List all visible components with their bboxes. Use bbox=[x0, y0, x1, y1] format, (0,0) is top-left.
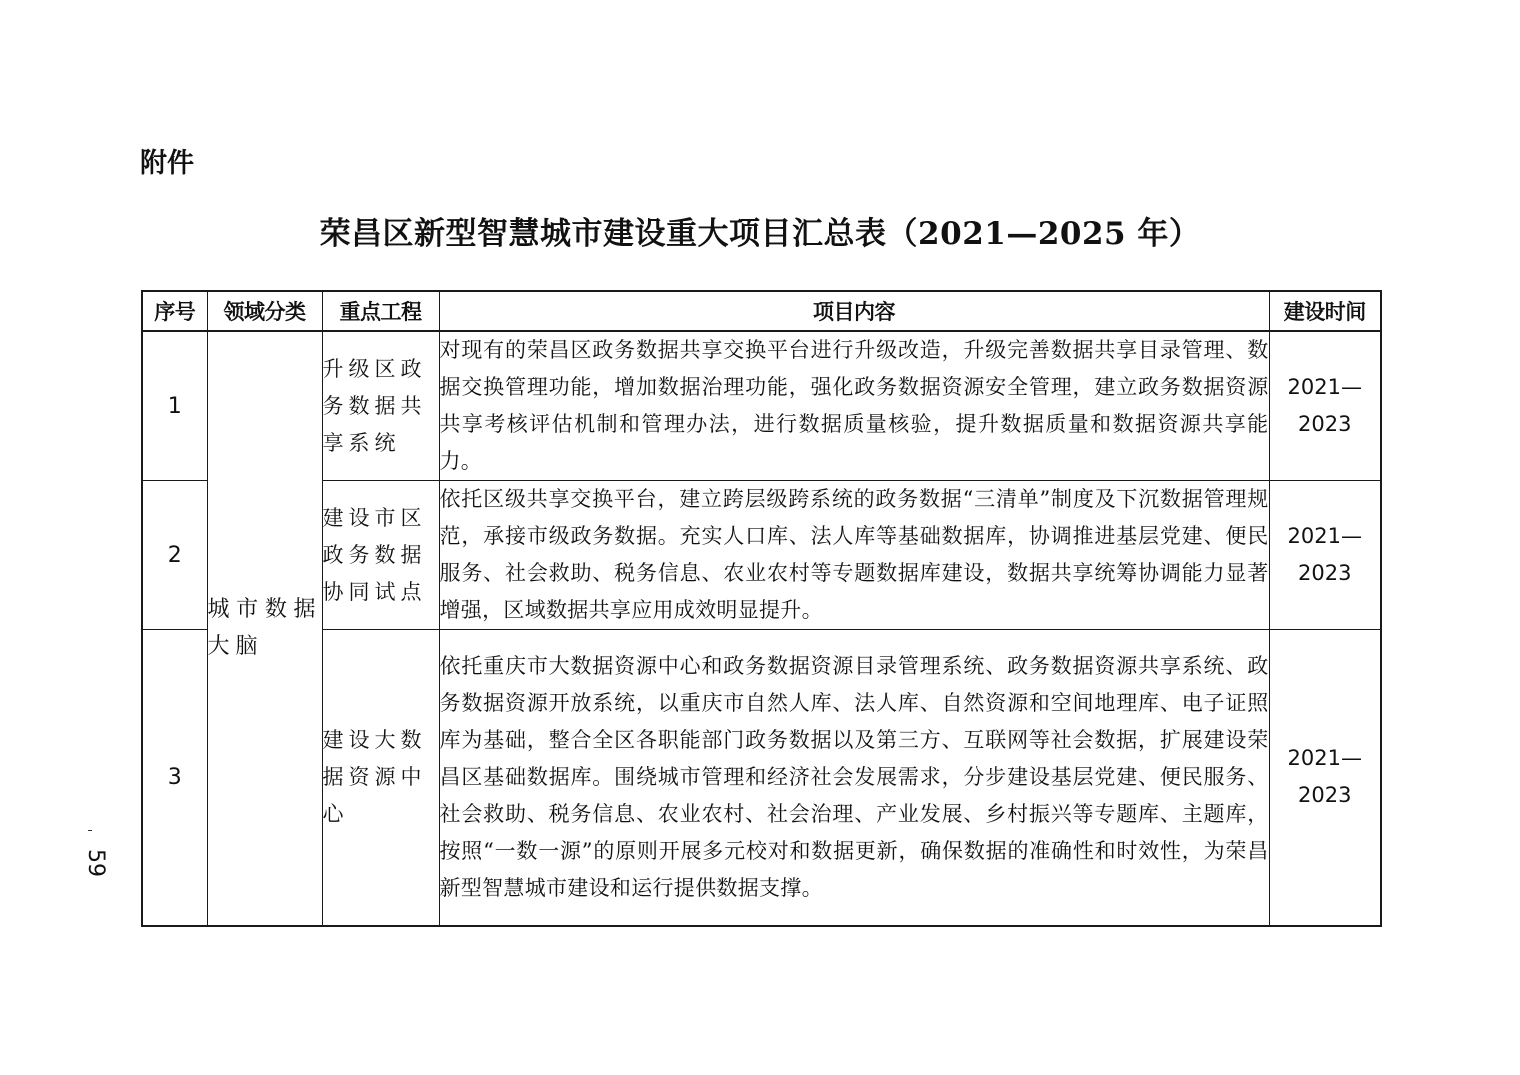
row-project: 建设大数据资源中心 bbox=[322, 630, 439, 926]
project-summary-table bbox=[141, 290, 1382, 927]
row-content: 依托重庆市大数据资源中心和政务数据资源目录管理系统、政务数据资源共享系统、政务数据资源开放系统，以重庆市自然人库、法人库、自然资源和空间地理库、电子证照库为基础，整合全区各职能部门政务数据以及第三方、互联网等社会数据，扩展建设荣昌区基础数据库。围绕城市管理和经济社会发展需求，分步建设基层党建、便民服务、社会救助、税务信息、农业农村、社会治理、产业发展、乡村振兴等专题库、主题库，按照“一数一源”的原则开展多元校对和数据更新，确保数据的准确性和时效性，为荣昌新型智慧城市建设和运行提供数据支撑。 bbox=[439, 630, 1269, 926]
period-end: 2023 bbox=[1298, 561, 1352, 585]
header-seq: 序号 bbox=[142, 291, 207, 331]
page-number: 59 bbox=[83, 849, 108, 877]
row-seq: 3 bbox=[142, 630, 207, 926]
period-end: 2023 bbox=[1298, 412, 1352, 436]
row-project: 升级区政务数据共享系统 bbox=[322, 331, 439, 481]
table-header-row bbox=[142, 291, 1381, 331]
header-domain: 领域分类 bbox=[207, 291, 322, 331]
table-row bbox=[142, 630, 1381, 926]
header-project: 重点工程 bbox=[322, 291, 439, 331]
period-start: 2021— bbox=[1287, 746, 1362, 771]
period-end: 2023 bbox=[1298, 783, 1352, 808]
document-title: 荣昌区新型智慧城市建设重大项目汇总表（2021—2025 年） bbox=[319, 216, 1201, 252]
period-start: 2021— bbox=[1287, 375, 1362, 399]
row-period bbox=[1269, 331, 1381, 481]
row-period bbox=[1269, 630, 1381, 926]
table-row bbox=[142, 331, 1381, 481]
row-content: 依托区级共享交换平台，建立跨层级跨系统的政务数据“三清单”制度及下沉数据管理规范，承接市级政务数据。充实人口库、法人库等基础数据库，协调推进基层党建、便民服务、社会救助、税务信息、农业农村等专题数据库建设，数据共享统筹协调能力显著增强，区域数据共享应用成效明显提升。 bbox=[439, 481, 1269, 630]
period-start: 2021— bbox=[1287, 524, 1362, 548]
row-seq: 2 bbox=[142, 481, 207, 630]
row-period bbox=[1269, 481, 1381, 630]
page-number-dash bbox=[88, 830, 92, 831]
table-row bbox=[142, 481, 1381, 630]
header-content: 项目内容 bbox=[439, 291, 1269, 331]
header-period: 建设时间 bbox=[1269, 291, 1381, 331]
attachment-label: 附件 bbox=[140, 148, 194, 179]
row-seq: 1 bbox=[142, 331, 207, 481]
row-project: 建设市区政务数据协同试点 bbox=[322, 481, 439, 630]
domain-category: 城市数据大脑 bbox=[207, 331, 322, 926]
row-content: 对现有的荣昌区政务数据共享交换平台进行升级改造，升级完善数据共享目录管理、数据交换管理功能，增加数据治理功能，强化政务数据资源安全管理，建立政务数据资源共享考核评估机制和管理办法，进行数据质量核验，提升数据质量和数据资源共享能力。 bbox=[439, 331, 1269, 481]
